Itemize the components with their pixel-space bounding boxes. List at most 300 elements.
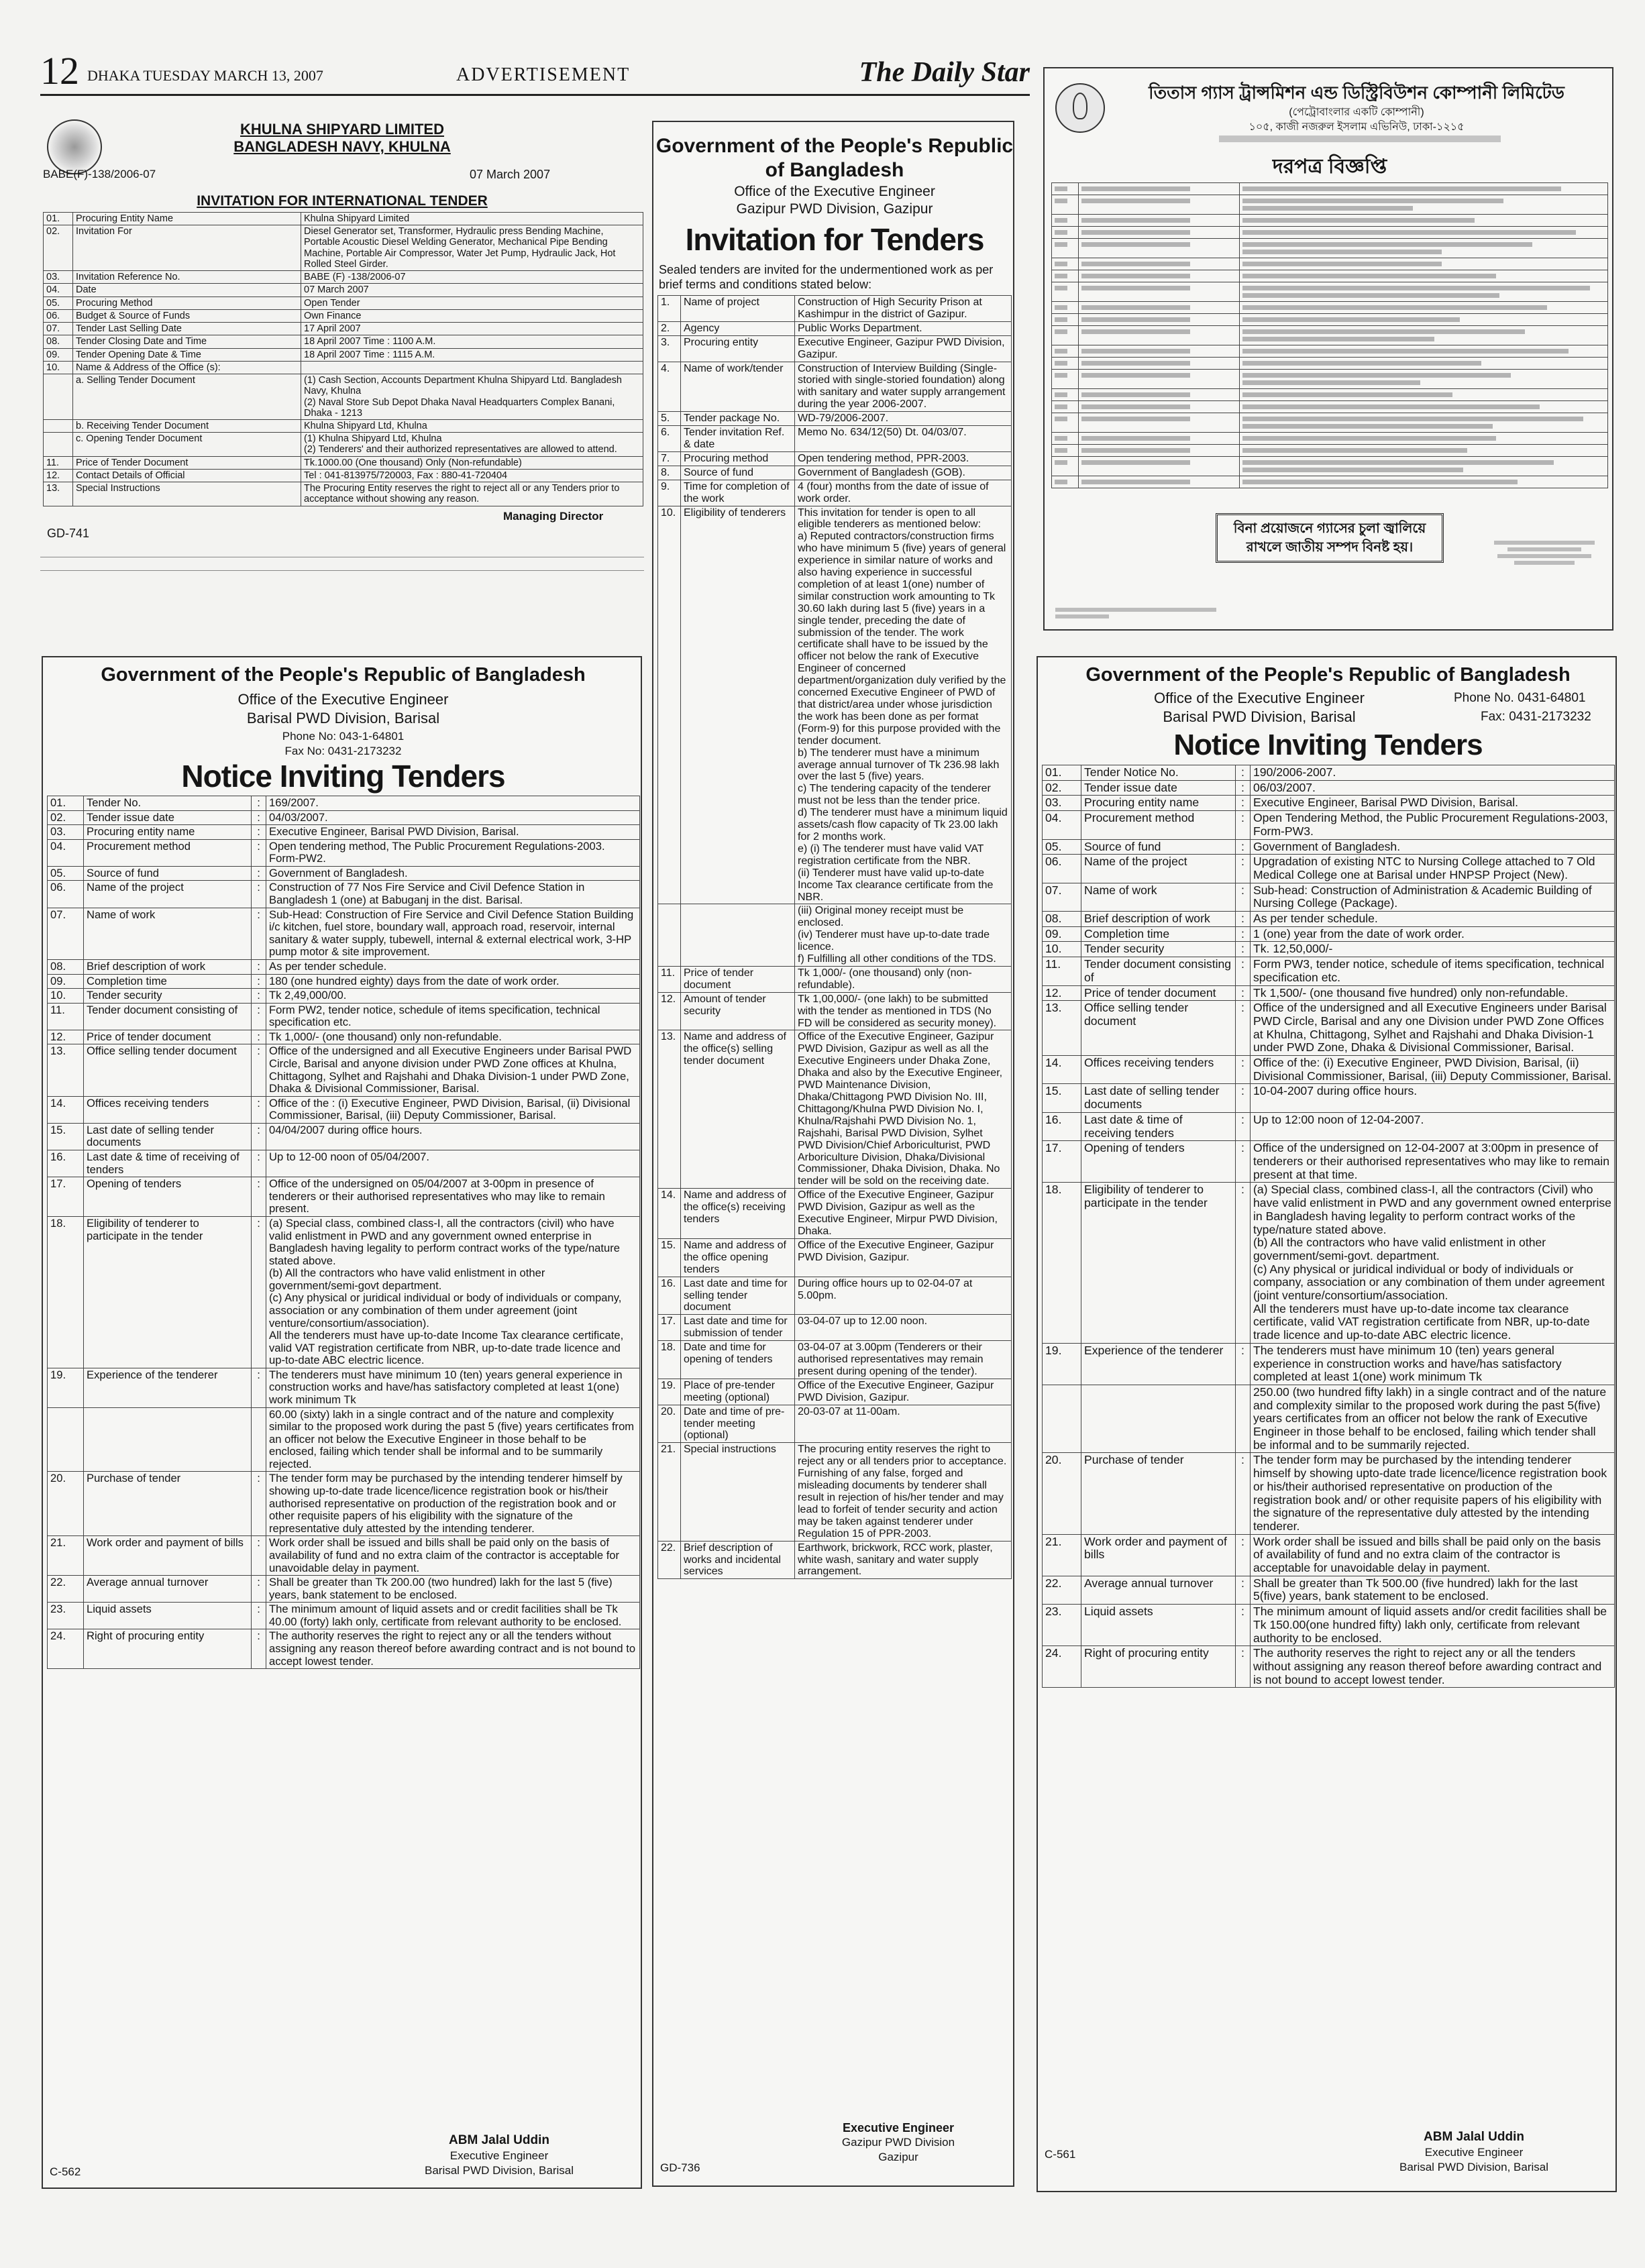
table-row <box>48 1407 640 1472</box>
titas-address: ১০৫, কাজী নজরুল ইসলাম এভিনিউ, ঢাকা-১২১৫ <box>1249 121 1465 133</box>
table-row <box>658 1405 1012 1443</box>
table-row <box>1043 1056 1615 1084</box>
table-row <box>658 362 1012 412</box>
khulna-table <box>43 212 643 506</box>
row-number: 04. <box>1043 811 1081 839</box>
table-row <box>1043 1605 1615 1646</box>
row-value: Sub-Head: Construction of Fire Service and Civil Defence Station Building i/c kitchen, fuel store, boundary wall, approach road, reservoir, internal sanitary & water supply, tubewell, internal & external electrical work, 3-HP pump motor & site improvement. <box>266 908 640 959</box>
row-label: Invitation For <box>73 225 301 271</box>
gazipur-signature-place: Gazipur <box>878 2151 918 2163</box>
table-row <box>1052 345 1608 358</box>
barisal-right-table-wrap <box>1042 765 1615 1688</box>
row-value: Executive Engineer, Gazipur PWD Division, Gazipur. <box>795 335 1012 362</box>
barisal-right-fax: Fax: 0431-2173232 <box>1481 710 1591 724</box>
table-row <box>1052 401 1608 413</box>
barisal-left-table-wrap <box>47 796 640 1669</box>
barisal-left-office: Office of the Executive Engineer <box>237 691 449 708</box>
row-number <box>1052 457 1079 476</box>
table-row <box>1052 227 1608 239</box>
row-number: 23. <box>1043 1605 1081 1646</box>
row-value: Construction of Interview Building (Single-storied with single-storied foundation) along with sanitary and water supply arrangement during the year 2006-2007. <box>795 362 1012 412</box>
row-label <box>1081 1385 1236 1453</box>
row-value: Upgradation of existing NTC to Nursing College attached to 7 Old Medical College one at Barisal under HNPSP Project (New). <box>1251 855 1615 883</box>
row-separator: : <box>252 881 266 908</box>
row-label: Procuring Entity Name <box>73 213 301 225</box>
row-number <box>1052 314 1079 326</box>
barisal-left-division: Barisal PWD Division, Barisal <box>246 710 440 726</box>
row-number: 16. <box>48 1150 84 1177</box>
row-value: Khulna Shipyard Ltd, Khulna <box>301 419 643 432</box>
row-label: Completion time <box>84 974 252 989</box>
table-row <box>1043 796 1615 811</box>
row-separator: : <box>252 1368 266 1407</box>
row-label <box>1079 270 1240 282</box>
row-number: 22. <box>48 1576 84 1603</box>
row-number: 02. <box>44 225 73 271</box>
row-separator: : <box>252 1216 266 1368</box>
row-number: 10. <box>658 506 681 904</box>
row-label <box>1079 239 1240 258</box>
row-label <box>1079 389 1240 401</box>
row-label: Tender security <box>84 989 252 1004</box>
row-label: Name of work <box>84 908 252 959</box>
table-row <box>1052 457 1608 476</box>
row-label: Tender document consisting of <box>1081 957 1236 985</box>
row-label: Price of tender document <box>681 966 795 992</box>
row-value: The Procuring Entity reserves the right to reject all or any Tenders prior to acceptance without showing any reason. <box>301 482 643 506</box>
row-value: Memo No. 634/12(50) Dt. 04/03/07. <box>795 426 1012 452</box>
row-separator: : <box>252 1177 266 1217</box>
row-value: 1 (one) year from the date of work order. <box>1251 926 1615 942</box>
row-label: Procuring entity name <box>84 825 252 840</box>
table-row <box>48 866 640 881</box>
barisal-left-table <box>47 796 640 1669</box>
row-number <box>1052 413 1079 433</box>
row-number: 03. <box>48 825 84 840</box>
row-separator: : <box>1236 1141 1251 1183</box>
table-row <box>658 1379 1012 1405</box>
row-value: 169/2007. <box>266 796 640 811</box>
row-value: Shall be greater than Tk 200.00 (two hundred) lakh for the last 5 (five) years, bank statement to be enclosed. <box>266 1576 640 1603</box>
row-separator: : <box>252 989 266 1004</box>
table-row <box>658 466 1012 480</box>
table-row <box>48 810 640 825</box>
row-value: WD-79/2006-2007. <box>795 412 1012 426</box>
row-value <box>1240 389 1608 401</box>
row-number: 14. <box>48 1096 84 1123</box>
row-separator: : <box>1236 1534 1251 1576</box>
row-value: Executive Engineer, Barisal PWD Division, Barisal. <box>266 825 640 840</box>
row-label: Tender invitation Ref. & date <box>681 426 795 452</box>
row-number: 15. <box>1043 1084 1081 1112</box>
row-number: 09. <box>44 348 73 361</box>
row-value: This invitation for tender is open to all eligible tenderers as mentioned below: a) Reputed contractors/construction firms who have minimum 5 (five) years of general experience in similar nature of works and also having experience in successful completion of at least 1(one) number of similar construction work amounting to Tk 30.60 lakh during last 5 (five) years in a single tender, preceding the date of submission of the tender. The work certificate shall have to be issued by the officer not below the rank of Executive Engineer of concerned department/organization duly verified by the concerned Executive Engineer of PWD of that district/area under whose jurisdiction the work has been done as per format (Form-9) for this purpose provided with the tender document. b) The tenderer must have a minimum average annual turnover of Tk 236.98 lakh over the last 5 (five) years. c) The tendering capacity of the tenderer must not be less than the tender price. d) The tenderer must have a minimum liquid assets/cash flow capacity of Tk 23.00 lakh for 2 months work. e) (i) The tenderer must have valid VAT registration certificate from the NBR. (ii) Tenderer must have valid up-to-date Income Tax clearance certificate from the NBR. <box>795 506 1012 904</box>
row-value: Tk 1,000/- (one thousand) only (non-refundable). <box>795 966 1012 992</box>
row-number: 5. <box>658 412 681 426</box>
row-value: Construction of 77 Nos Fire Service and Civil Defence Station in Bangladesh 1 (one) at Babuganj in the dist. Barisal. <box>266 881 640 908</box>
row-separator: : <box>252 810 266 825</box>
row-label: Time for completion of the work <box>681 480 795 506</box>
row-value <box>1240 413 1608 433</box>
row-separator: : <box>1236 1183 1251 1343</box>
table-row <box>1043 957 1615 985</box>
row-label: Name of project <box>681 296 795 322</box>
row-separator: : <box>1236 796 1251 811</box>
row-number: 1. <box>658 296 681 322</box>
divider <box>40 570 644 571</box>
table-row <box>658 451 1012 466</box>
table-row <box>1043 1001 1615 1056</box>
table-row <box>1043 1141 1615 1183</box>
page-date: DHAKA TUESDAY MARCH 13, 2007 <box>87 67 323 84</box>
row-separator: : <box>1236 1001 1251 1056</box>
row-label: Special Instructions <box>73 482 301 506</box>
row-label <box>1079 358 1240 370</box>
row-value: Tk 2,49,000/00. <box>266 989 640 1004</box>
row-separator: : <box>1236 1343 1251 1385</box>
row-value: Government of Bangladesh. <box>266 866 640 881</box>
row-number: 16. <box>1043 1112 1081 1140</box>
row-label: Opening of tenders <box>1081 1141 1236 1183</box>
table-row <box>658 296 1012 322</box>
barisal-right-signature: ABM Jalal Uddin <box>1424 2130 1524 2144</box>
table-row <box>44 348 643 361</box>
titas-notice-box: বিনা প্রয়োজনে গ্যাসের চুলা জ্বালিয়ে রাখলে জাতীয় সম্পদ বিনষ্ট হয়। <box>1216 513 1444 563</box>
row-separator: : <box>252 908 266 959</box>
titas-heading: দরপত্র বিজ্ঞপ্তি <box>1272 156 1387 178</box>
row-number: 10. <box>44 361 73 374</box>
row-number: 10. <box>1043 942 1081 957</box>
row-label: Special instructions <box>681 1443 795 1541</box>
table-row <box>44 284 643 296</box>
row-label: Last date and time for submission of tender <box>681 1315 795 1341</box>
row-value <box>1240 433 1608 445</box>
row-value: 4 (four) months from the date of issue of work order. <box>795 480 1012 506</box>
row-value: Khulna Shipyard Limited <box>301 213 643 225</box>
row-value <box>1240 476 1608 488</box>
row-number: 11. <box>48 1003 84 1030</box>
row-label: Procuring Method <box>73 296 301 309</box>
row-number <box>1052 389 1079 401</box>
row-label <box>1079 302 1240 314</box>
row-label: Tender package No. <box>681 412 795 426</box>
row-label: Source of fund <box>681 466 795 480</box>
row-label: Brief description of work <box>84 959 252 974</box>
row-value: Tk 1,000/- (one thousand) only non-refundable. <box>266 1030 640 1044</box>
titas-table <box>1051 182 1608 488</box>
table-row <box>44 482 643 506</box>
row-value: Public Works Department. <box>795 321 1012 335</box>
row-separator: : <box>1236 839 1251 855</box>
table-row <box>48 825 640 840</box>
row-value <box>1240 326 1608 345</box>
row-label: Amount of tender security <box>681 992 795 1030</box>
row-value: The tenderers must have minimum 10 (ten) years general experience in construction works and have/has satisfactory completed at least 1(one) work minimum Tk <box>1251 1343 1615 1385</box>
row-number: 15. <box>658 1238 681 1277</box>
row-number: 07. <box>44 323 73 335</box>
row-label: c. Opening Tender Document <box>73 433 301 456</box>
row-value: Sub-head: Construction of Administration & Academic Building of Nursing College (Package). <box>1251 883 1615 911</box>
row-label: Name and address of the office(s) selling tender document <box>681 1030 795 1189</box>
row-number <box>1052 195 1079 215</box>
row-value: 17 April 2007 <box>301 323 643 335</box>
row-value: Own Finance <box>301 309 643 322</box>
row-separator: : <box>1236 780 1251 796</box>
table-row <box>658 992 1012 1030</box>
row-label <box>1079 345 1240 358</box>
row-value: As per tender schedule. <box>1251 912 1615 927</box>
row-number <box>1052 183 1079 195</box>
row-label: Price of Tender Document <box>73 456 301 469</box>
row-separator: : <box>1236 1646 1251 1688</box>
khulna-subtitle: BANGLADESH NAVY, KHULNA <box>233 138 451 155</box>
row-number: 13. <box>1043 1001 1081 1056</box>
row-number <box>1052 445 1079 457</box>
table-row <box>48 1216 640 1368</box>
row-number: 14. <box>1043 1056 1081 1084</box>
row-number: 22. <box>1043 1576 1081 1604</box>
row-label: Last date & time of receiving of tenders <box>84 1150 252 1177</box>
table-row <box>48 1177 640 1217</box>
row-number: 04. <box>44 284 73 296</box>
row-number <box>44 433 73 456</box>
table-row <box>48 1472 640 1536</box>
barisal-right-heading: Notice Inviting Tenders <box>1173 728 1483 761</box>
titas-logo-icon <box>1055 83 1105 133</box>
row-value: (1) Cash Section, Accounts Department Khulna Shipyard Ltd. Bangladesh Navy, Khulna (2) Naval Store Sub Depot Dhaka Naval Headquarters Complex Banani, Dhaka - 1213 <box>301 374 643 420</box>
row-number: 24. <box>48 1629 84 1669</box>
row-number: 3. <box>658 335 681 362</box>
row-value: BABE (F) -138/2006-07 <box>301 271 643 284</box>
barisal-right-code: C-561 <box>1045 2148 1076 2161</box>
row-label: Name of the project <box>84 881 252 908</box>
khulna-heading: INVITATION FOR INTERNATIONAL TENDER <box>197 193 488 209</box>
row-label: Date and time for opening of tenders <box>681 1341 795 1379</box>
row-number <box>1052 239 1079 258</box>
row-number: 21. <box>658 1443 681 1541</box>
row-label: Place of pre-tender meeting (optional) <box>681 1379 795 1405</box>
row-number <box>1052 282 1079 302</box>
row-value: 180 (one hundred eighty) days from the date of work order. <box>266 974 640 989</box>
row-separator: : <box>252 974 266 989</box>
table-row <box>44 225 643 271</box>
table-row <box>658 1030 1012 1189</box>
titas-contact-line <box>1219 136 1501 142</box>
row-value <box>1240 215 1608 227</box>
row-label: Offices receiving tenders <box>1081 1056 1236 1084</box>
row-number: 02. <box>48 810 84 825</box>
row-number: 07. <box>48 908 84 959</box>
row-number <box>1052 370 1079 389</box>
table-row <box>1043 1183 1615 1343</box>
table-row <box>658 506 1012 904</box>
table-row <box>1052 445 1608 457</box>
row-label: Tender Last Selling Date <box>73 323 301 335</box>
row-number: 10. <box>48 989 84 1004</box>
row-separator: : <box>252 1536 266 1576</box>
table-row <box>1043 942 1615 957</box>
barisal-right-office: Office of the Executive Engineer <box>1154 690 1365 706</box>
row-label <box>1079 215 1240 227</box>
row-value <box>1240 282 1608 302</box>
row-value <box>1240 314 1608 326</box>
khulna-code: GD-741 <box>47 527 90 540</box>
table-row <box>658 1189 1012 1239</box>
table-row <box>48 989 640 1004</box>
row-value: 04/03/2007. <box>266 810 640 825</box>
row-value: 04/04/2007 during office hours. <box>266 1123 640 1150</box>
row-value: Earthwork, brickwork, RCC work, plaster, white wash, sanitary and water supply arrangement. <box>795 1541 1012 1579</box>
row-number: 4. <box>658 362 681 412</box>
row-separator: : <box>1236 1453 1251 1534</box>
row-value: 190/2006-2007. <box>1251 765 1615 781</box>
row-value: As per tender schedule. <box>266 959 640 974</box>
row-value: Office of the undersigned on 12-04-2007 at 3:00pm in presence of tenderers or their authorised representatives who may like to remain present at that time. <box>1251 1141 1615 1183</box>
barisal-right-signature-office: Barisal PWD Division, Barisal <box>1399 2161 1548 2173</box>
row-number: 19. <box>48 1368 84 1407</box>
row-value: Tk 1,00,000/- (one lakh) to be submitted with the tender as mentioned in TDS (No FD will be considered as security money). <box>795 992 1012 1030</box>
table-row <box>48 1150 640 1177</box>
khulna-ref: BABE(F)-138/2006-07 <box>43 168 156 180</box>
table-row <box>1043 1453 1615 1534</box>
row-separator: : <box>252 959 266 974</box>
row-separator <box>252 1407 266 1472</box>
barisal-left-signature: ABM Jalal Uddin <box>449 2133 549 2147</box>
titas-ref-block <box>1055 605 1230 621</box>
row-number: 11. <box>44 456 73 469</box>
row-label <box>681 904 795 967</box>
row-label: Experience of the tenderer <box>1081 1343 1236 1385</box>
row-value: (iii) Original money receipt must be enclosed. (iv) Tenderer must have up-to-date trade licence. f) Fulfilling all other conditions of the TDS. <box>795 904 1012 967</box>
row-separator: : <box>252 1123 266 1150</box>
row-label: Last date & time of receiving tenders <box>1081 1112 1236 1140</box>
table-row <box>44 335 643 348</box>
row-label <box>1079 457 1240 476</box>
table-row <box>44 469 643 482</box>
table-row <box>1052 239 1608 258</box>
table-row <box>48 1629 640 1669</box>
row-value: Office of the: (i) Executive Engineer, PWD Division, Barisal, (ii) Divisional Commissioner, Barisal, (iii) Deputy Commissioner, Barisal. <box>1251 1056 1615 1084</box>
row-label <box>84 1407 252 1472</box>
row-value: 07 March 2007 <box>301 284 643 296</box>
row-number: 13. <box>658 1030 681 1189</box>
table-row <box>658 1277 1012 1315</box>
row-number: 08. <box>44 335 73 348</box>
row-label: Eligibility of tenderer to participate in the tender <box>1081 1183 1236 1343</box>
row-value: The tender form may be purchased by the intending tenderer himself by showing upto-date trade licence/licence registration book or his/their authorised representative on production of the registration book and/ or other requisite papers of his eligibility with the signature of the representative duly attested by the intending tenderer. <box>1251 1453 1615 1534</box>
row-label <box>1079 314 1240 326</box>
row-number: 01. <box>48 796 84 811</box>
table-row <box>1043 1576 1615 1604</box>
table-row <box>1052 314 1608 326</box>
row-number: 09. <box>1043 926 1081 942</box>
row-separator <box>1236 1385 1251 1453</box>
row-label: Completion time <box>1081 926 1236 942</box>
row-separator: : <box>252 1629 266 1669</box>
row-value: 18 April 2007 Time : 1100 A.M. <box>301 335 643 348</box>
row-number <box>1052 270 1079 282</box>
row-separator: : <box>1236 1605 1251 1646</box>
row-label: Name of work/tender <box>681 362 795 412</box>
row-label: Procurement method <box>84 839 252 866</box>
row-value: Shall be greater than Tk 500.00 (five hundred) lakh for the last 5(five) years, bank statement to be enclosed. <box>1251 1576 1615 1604</box>
row-label: Tender issue date <box>1081 780 1236 796</box>
row-number: 24. <box>1043 1646 1081 1688</box>
row-number: 01. <box>44 213 73 225</box>
table-row <box>658 335 1012 362</box>
table-row <box>658 412 1012 426</box>
row-label: Name of work <box>1081 883 1236 911</box>
row-value <box>1240 345 1608 358</box>
row-value <box>1240 258 1608 270</box>
page-number: 12 <box>40 49 79 93</box>
table-row <box>44 213 643 225</box>
barisal-left-heading: Notice Inviting Tenders <box>181 759 505 794</box>
table-row <box>1043 839 1615 855</box>
row-separator: : <box>252 866 266 881</box>
khulna-date: 07 March 2007 <box>470 168 551 181</box>
table-row <box>44 309 643 322</box>
row-number: 16. <box>658 1277 681 1315</box>
row-number <box>44 374 73 420</box>
row-number: 13. <box>48 1044 84 1096</box>
row-value: Government of Bangladesh (GOB). <box>795 466 1012 480</box>
barisal-c562-ad <box>42 656 642 2189</box>
row-label <box>1079 401 1240 413</box>
table-row <box>48 1603 640 1629</box>
row-number: 15. <box>48 1123 84 1150</box>
titas-signature-block <box>1474 538 1601 568</box>
row-number <box>1052 215 1079 227</box>
row-number: 21. <box>48 1536 84 1576</box>
row-label: Office selling tender document <box>1081 1001 1236 1056</box>
table-row <box>48 881 640 908</box>
table-row <box>1052 476 1608 488</box>
row-value: 03-04-07 at 3.00pm (Tenderers or their authorised representatives may remain present during opening of the tender). <box>795 1341 1012 1379</box>
row-label: Procuring entity <box>681 335 795 362</box>
table-row <box>658 1443 1012 1541</box>
table-row <box>48 1536 640 1576</box>
gazipur-signature: Executive Engineer <box>842 2121 955 2135</box>
khulna-table-wrap <box>43 212 643 506</box>
row-value: Diesel Generator set, Transformer, Hydraulic press Bending Machine, Portable Acoustic Diesel Welding Generator, Mechanical Pipe Bending Machine, Portable Air Compressor, Water Jet Pump, Hydraulic Jack, Hot Rolled Steel Girder. <box>301 225 643 271</box>
row-separator: : <box>1236 942 1251 957</box>
row-label: Opening of tenders <box>84 1177 252 1217</box>
table-row <box>44 271 643 284</box>
row-number: 04. <box>48 839 84 866</box>
table-row <box>1043 1534 1615 1576</box>
row-separator: : <box>1236 811 1251 839</box>
table-row <box>1052 302 1608 314</box>
page-header <box>40 49 1030 96</box>
row-label: Source of fund <box>84 866 252 881</box>
row-number <box>1052 476 1079 488</box>
row-label: Name and address of the office(s) receiving tenders <box>681 1189 795 1239</box>
row-label: Experience of the tenderer <box>84 1368 252 1407</box>
table-row <box>1052 370 1608 389</box>
row-value: The tender form may be purchased by the intending tenderer himself by showing up-to-date trade licence/licence registration book or his/their authorised representative on production of the registration book and or other requisite papers of his eligibility with the signature of the representative duly attested by the intending tenderer. <box>266 1472 640 1536</box>
gazipur-table-wrap <box>657 295 1012 1579</box>
table-row <box>1052 358 1608 370</box>
row-number: 7. <box>658 451 681 466</box>
barisal-right-title: Government of the People's Republic of Bangladesh <box>1085 664 1571 686</box>
row-value: Office of the Executive Engineer, Gazipur PWD Division, Gazipur as well as all the Executive Engineers under Dhaka Zone, Dhaka and also by the Executive Engineer, PWD Maintenance Division, Dhaka/Chittagong PWD Division No. III, Chittagong/Khulna PWD Division No. I, Khulna/Rajshahi PWD Division No. 1, Rajshahi, Barisal PWD Division, Sylhet PWD Division/Chief Arboriculturist, PWD Arboriculture Division, Dhaka/Divisional Commissioner, Dhaka Division, Dhaka. No tender will be sold on the receiving date. <box>795 1030 1012 1189</box>
row-number: 13. <box>44 482 73 506</box>
gazipur-division: Gazipur PWD Division, Gazipur <box>736 201 933 217</box>
row-separator: : <box>1236 912 1251 927</box>
newspaper-name: The Daily Star <box>859 57 1030 88</box>
row-value: Tk 1,500/- (one thousand five hundred) only non-refundable. <box>1251 985 1615 1001</box>
